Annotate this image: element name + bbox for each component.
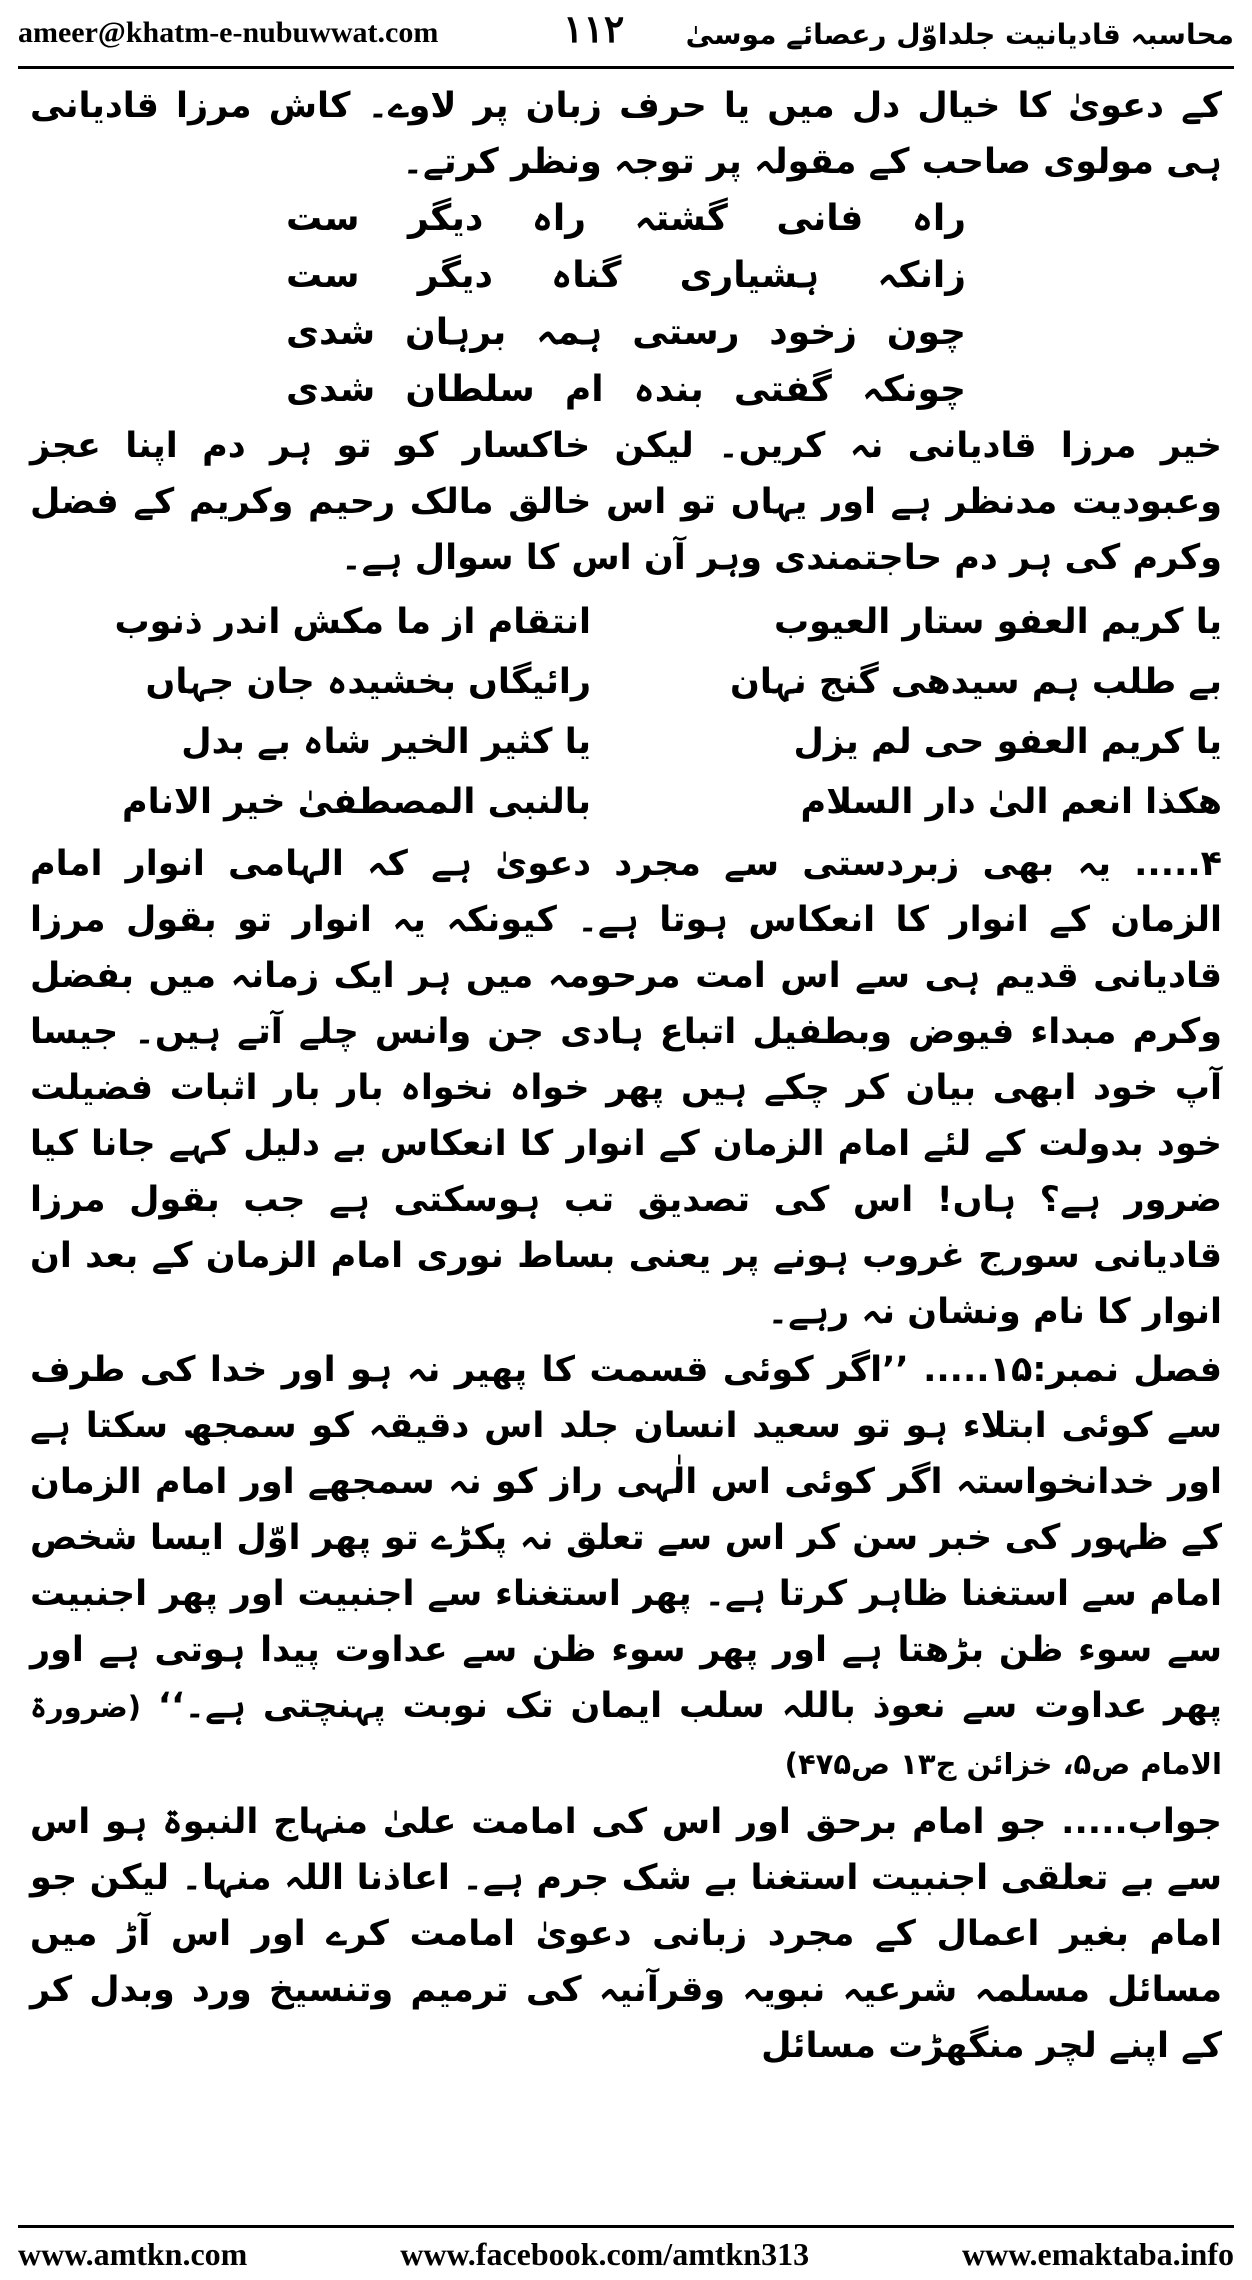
header-email[interactable]: ameer@khatm-e-nubuwwat.com bbox=[18, 16, 439, 49]
verse-hemistich: رائیگاں بخشیدہ جان جہاں bbox=[145, 662, 591, 702]
poem-word: ہشیاری bbox=[679, 255, 820, 296]
verse-hemistich: ھکذا انعم الیٰ دار السلام bbox=[800, 782, 1222, 822]
poem-line bbox=[286, 190, 966, 247]
arabic-verses bbox=[30, 592, 1222, 832]
verse-hemistich: بالنبی المصطفیٰ خیر الانام bbox=[121, 782, 591, 822]
page-number: ۱۱۲ bbox=[563, 6, 625, 51]
poem-word: ہمہ bbox=[536, 312, 603, 353]
verse-hemistich: یا کثیر الخیر شاہ بے بدل bbox=[181, 722, 591, 762]
poem-word: ام bbox=[564, 369, 604, 410]
poem-word: دیگر bbox=[417, 255, 494, 296]
poem-word: چونکہ bbox=[861, 369, 966, 410]
poem-word: زانکہ bbox=[877, 255, 966, 296]
header-divider bbox=[18, 66, 1234, 69]
poem-word: سلطان bbox=[405, 369, 535, 410]
citation: (ضرورۃ الامام ص۵، خزائن ج۱۳ ص۴۷۵) bbox=[30, 1690, 1222, 1781]
persian-poem bbox=[286, 190, 966, 418]
poem-word: فانی bbox=[776, 198, 864, 239]
poem-word: راہ bbox=[911, 198, 966, 239]
poem-word: گناہ bbox=[551, 255, 622, 296]
poem-line bbox=[286, 304, 966, 361]
footer-link-amtkn[interactable]: www.amtkn.com bbox=[18, 2235, 248, 2272]
poem-word: زخود bbox=[769, 312, 857, 353]
poem-word: ست bbox=[286, 198, 360, 239]
page-body bbox=[30, 78, 1222, 2074]
footer-divider bbox=[18, 2225, 1234, 2228]
poem-line bbox=[286, 361, 966, 418]
poem-word: گشتہ bbox=[634, 198, 728, 239]
book-title: محاسبہ قادیانیت جلداوّل رعصائے موسیٰ bbox=[685, 18, 1234, 51]
footer-link-facebook[interactable]: www.facebook.com/amtkn313 bbox=[400, 2235, 810, 2272]
poem-word: گفتی bbox=[733, 369, 832, 410]
poem-word: دیگر bbox=[408, 198, 484, 239]
page-footer bbox=[18, 2232, 1234, 2276]
paragraph-1: کے دعویٰ کا خیال دل میں یا حرف زبان پر لاوے۔ کاش مرزا قادیانی ہی مولوی صاحب کے مقولہ پر توجہ ونظر کرتے۔ bbox=[30, 86, 1222, 182]
verse-hemistich: بے طلب ہم سیدھی گنج نہان bbox=[730, 662, 1222, 702]
poem-line bbox=[286, 247, 966, 304]
poem-word: چون bbox=[886, 312, 966, 353]
page-header bbox=[18, 6, 1234, 64]
quote-text: فصل نمبر:۱۵..... ’’اگر کوئی قسمت کا پھیر نہ ہو اور خدا کی طرف سے کوئی ابتلاء ہو تو سعید انسان جلد اس دقیقہ کو سمجھ سکتا ہے اور خدانخواستہ اگر کوئی اس الٰہی راز کو نہ سمجھے اور امام الزمان کے ظہور کی خبر سن کر اس سے تعلق نہ پکڑے تو پھر اوّل ایسا شخص امام سے استغنا ظاہر کرتا ہے۔ پھر استغناء سے اجنبیت اور پھر اجنبیت سے سوء ظن بڑھتا ہے اور پھر سوء ظن سے عداوت پیدا ہوتی ہے اور پھر عداوت سے نعوذ باللہ سلب ایمان تک نوبت پہنچتی ہے۔‘‘ bbox=[30, 1350, 1223, 1726]
poem-word: ست bbox=[286, 255, 360, 296]
footer-link-emaktaba[interactable]: www.emaktaba.info bbox=[961, 2235, 1234, 2272]
poem-word: برہان bbox=[405, 312, 507, 353]
paragraph-3: ۴..... یہ بھی زبردستی سے مجرد دعویٰ ہے کہ الہامی انوار امام الزمان کے انوار کا انعکاس ہوتا ہے۔ کیونکہ یہ انوار تو بقول مرزا قادیانی قدیم ہی سے اس امت مرحومہ میں ہر ایک زمانہ میں بفضل وکرم مبداء فیوض وبطفیل اتباع ہادی جن وانس چلے آتے ہیں۔ جیسا آپ خود ابھی بیان کر چکے ہیں پھر خواہ نخواہ بار بار اثبات فضیلت خود بدولت کے لئے امام الزمان کے انوار کا انعکاس بے دلیل کہے جانا کیا ضرور ہے؟ ہاں! اس کی تصدیق تب ہوسکتی ہے جب بقول مرزا قادیانی سورج غروب ہونے پر یعنی بساط نوری امام الزمان کے بعد ان انوار کا نام ونشان نہ رہے۔ bbox=[30, 844, 1222, 1332]
verse-hemistich: یا کریم العفو ستار العیوب bbox=[773, 602, 1222, 642]
poem-word: راہ bbox=[531, 198, 586, 239]
paragraph-5: جواب..... جو امام برحق اور اس کی امامت علیٰ منہاج النبوۃ ہو اس سے بے تعلقی اجنبیت استغنا بے شک جرم ہے۔ اعاذنا اللہ منہا۔ لیکن جو امام بغیر اعمال کے مجرد زبانی دعویٰ امامت کرے اور اس آڑ میں مسائل مسلمہ شرعیہ نبویہ وقرآنیہ کی ترمیم وتنسیخ ورد وبدل کر کے اپنے لچر منگھڑت مسائل bbox=[30, 1802, 1222, 2066]
poem-word: بندہ bbox=[633, 369, 704, 410]
verse-hemistich: انتقام از ما مکش اندر ذنوب bbox=[114, 602, 591, 642]
poem-word: شدی bbox=[286, 312, 376, 353]
paragraph-4 bbox=[30, 1342, 1222, 1792]
verse-hemistich: یا کریم العفو حی لم یزل bbox=[793, 722, 1222, 762]
poem-word: رستی bbox=[632, 312, 740, 353]
paragraph-2: خیر مرزا قادیانی نہ کریں۔ لیکن خاکسار کو تو ہر دم اپنا عجز وعبودیت مدنظر ہے اور یہاں تو اس خالق مالک رحیم وکریم کے فضل وکرم کی ہر دم حاجتمندی وہر آن اس کا سوال ہے۔ bbox=[30, 426, 1222, 578]
poem-word: شدی bbox=[286, 369, 376, 410]
